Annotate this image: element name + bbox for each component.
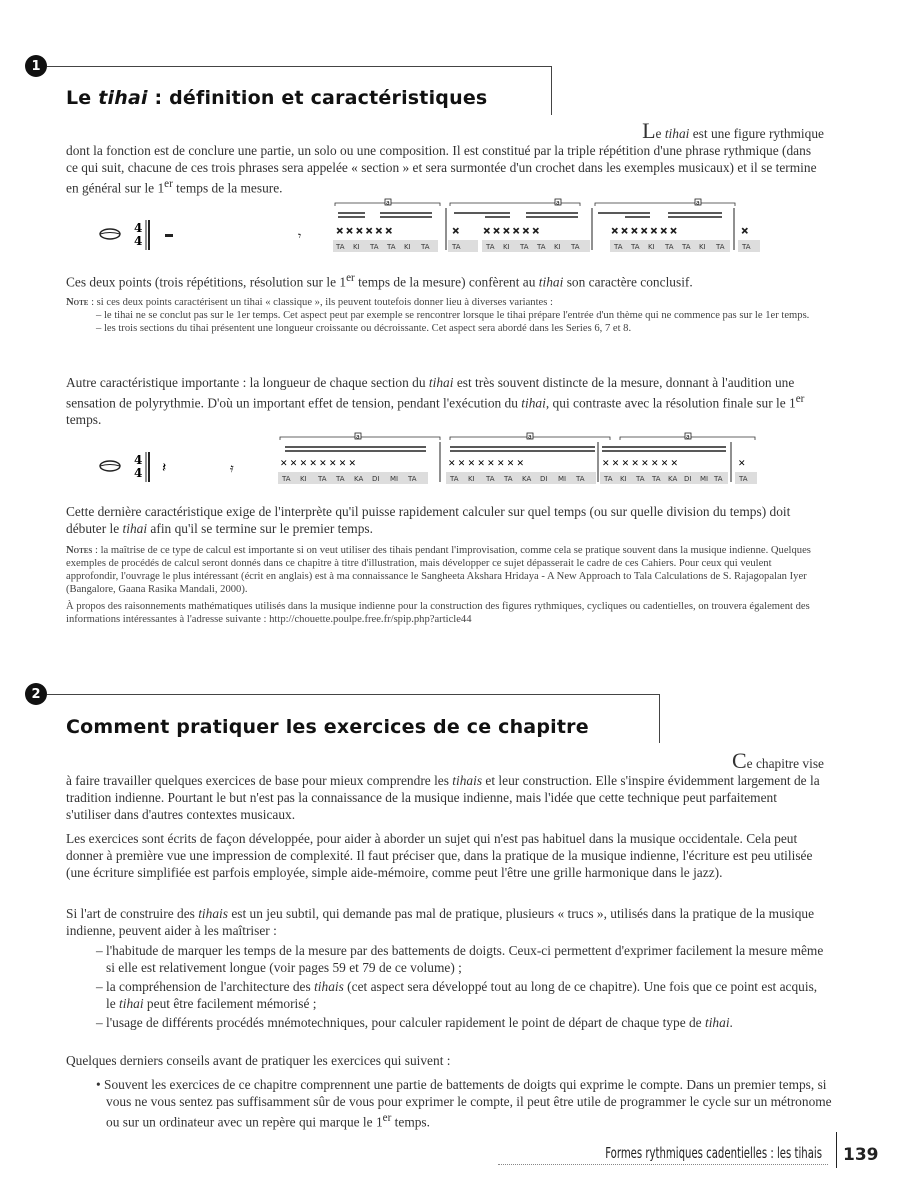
svg-text:TA: TA [576,475,585,483]
svg-text:MI: MI [700,475,709,483]
svg-text:✕: ✕ [452,226,460,236]
tips-list [96,942,824,1031]
svg-text:KI: KI [404,243,411,251]
svg-text:TA: TA [636,475,645,483]
svg-text:TA: TA [537,243,546,251]
svg-text:KA: KA [668,475,678,483]
svg-text:TA: TA [282,475,291,483]
svg-text:TA: TA [336,243,345,251]
svg-text:TA: TA [665,243,674,251]
running-title: Formes rythmiques cadentielles : les tihais [605,1144,822,1162]
svg-text:KA: KA [522,475,532,483]
svg-text:TA: TA [652,475,661,483]
footer-divider [836,1132,837,1168]
note-block: Note : si ces deux points caractérisent un tihai « classique », ils peuvent toutefois donner lieu à diverses variantes : – le tihai ne se conclut pas sur le 1er temps. Cet aspect peut par exemple se rencontrer lorsque le tihai prépare l'entrée d'un thème qui ne commence pas sur le 1er temps. – les trois sections du tihai présentent une longueur croissante ou décroissante. Cet aspect sera abordé dans les Series 6, 7 et 8. [66,297,810,334]
svg-text:KI: KI [468,475,475,483]
svg-text:KA: KA [354,475,364,483]
svg-text:TA: TA [504,475,513,483]
time-signature-top: 4 [134,221,143,235]
svg-text:TA: TA [486,243,495,251]
eighth-rest: 𝄾 [298,229,302,243]
rhythm-example-1 [90,196,780,260]
svg-text:TA: TA [631,243,640,251]
svg-text:✕: ✕ [738,458,746,468]
section-2-title: Comment pratiquer les exercices de ce chapitre [66,716,589,738]
page-number: 139 [843,1145,879,1165]
svg-text:✕ ✕ ✕ ✕ ✕ ✕ ✕ ✕: ✕ ✕ ✕ ✕ ✕ ✕ ✕ ✕ [280,458,357,468]
svg-text:✕ ✕ ✕ ✕ ✕ ✕ ✕ ✕: ✕ ✕ ✕ ✕ ✕ ✕ ✕ ✕ [448,458,525,468]
notes-block: Notes : la maîtrise de ce type de calcul est importante si on veut utiliser des tihais pendant l'improvisation, comme cela se pratique souvent dans la musique indienne. Quelques exemples de procédés de calcul seront donnés dans ce chapitre à titre d'illustration, mais développer ce sujet dépasserait le cadre de ces Cahiers. Pour ceux qui veulent approfondir, l'ouvrage le plus intéressant (écrit en anglais) est à ma connaissance le Sangheeta Akshara Hridaya - A New Approach to Tala Calculations de S. Rajagopalan Iyer (Bangalore, Gaana Rasika Mandali, 2000). À propos des raisonnements mathématiques utilisés dans la musique indienne pour la construction des figures rythmiques, cycliques ou cadentielles, on trouvera également des informations intéressantes à l'adresse suivante : http://chouette.poulpe.free.fr/spip.php?article44 [66,545,811,625]
svg-text:a: a [686,433,690,441]
svg-text:a: a [556,199,560,207]
svg-text:TA: TA [614,243,623,251]
section-2-p4: Quelques derniers conseils avant de pratiquer les exercices qui suivent : [66,1053,451,1068]
svg-text:TA: TA [716,243,725,251]
section-2-p1: à faire travailler quelques exercices de base pour mieux comprendre les tihais et leur construction. Elle s'inspire évidemment largement de la tradition indienne. Pourtant le but n'est pas la connaissance de la musique indienne, mais l'idée que cette technique peut parfaitement s'utiliser dans d'autres contextes musicaux. [66,773,820,822]
svg-text:KI: KI [699,243,706,251]
section-2-intro-first: Ce chapitre vise [731,748,824,773]
paragraph-4: Cette dernière caractéristique exige de l'interprète qu'il puisse rapidement calculer sur quel temps (ou sur quelle division du temps) doit débuter le tihai afin qu'il se termine sur le premier temps. [66,504,791,536]
svg-text:4: 4 [134,466,143,480]
svg-text:TA: TA [520,243,529,251]
lips-icon [100,461,120,471]
svg-text:TA: TA [387,243,396,251]
section-number-2: 2 [25,683,47,705]
rhythm-example-2 [90,428,780,492]
intro-paragraph: dont la fonction est de conclure une partie, un solo ou une composition. Il est constitué par la triple répétition d'une phrase rythmique (dans ce qui suit, chacune de ces trois phrases sera appelée « section » et sera surmontée d'un crochet dans les exemples musicaux) et il se termine en général sur le 1er temps de la mesure. [66,143,817,196]
svg-text:a: a [528,433,532,441]
svg-text:TA: TA [682,243,691,251]
svg-text:TA: TA [486,475,495,483]
time-signature-bottom: 4 [134,234,143,248]
svg-text:✕: ✕ [741,226,749,236]
sixteenth-rest: 𝄿 [230,461,234,475]
svg-text:✕ ✕ ✕ ✕ ✕ ✕: ✕ ✕ ✕ ✕ ✕ ✕ [336,226,393,236]
svg-text:DI: DI [684,475,692,483]
svg-text:KI: KI [554,243,561,251]
svg-text:DI: DI [372,475,380,483]
svg-text:KI: KI [620,475,627,483]
svg-text:TA: TA [421,243,430,251]
svg-text:a: a [356,433,360,441]
svg-text:✕ ✕ ✕ ✕ ✕ ✕: ✕ ✕ ✕ ✕ ✕ ✕ [483,226,540,236]
svg-text:TA: TA [714,475,723,483]
svg-text:TA: TA [336,475,345,483]
svg-text:TA: TA [604,475,613,483]
svg-text:TA: TA [408,475,417,483]
svg-text:✕ ✕ ✕ ✕ ✕ ✕ ✕ ✕: ✕ ✕ ✕ ✕ ✕ ✕ ✕ ✕ [602,458,679,468]
section-1-title: Le tihai : définition et caractéristiques [66,87,488,109]
paragraph-3: Autre caractéristique importante : la longueur de chaque section du tihai est très souvent distincte de la mesure, donnant à l'audition une sensation de polyrythmie. D'où un important effet de tension, pendant l'exécution du tihai, qui contraste avec la résolution finale sur le 1er temps. [66,375,805,428]
bullet-item: • Souvent les exercices de ce chapitre comprennent une partie de battements de doigts qui exprime le compte. Dans un premier temps, si vous ne vous sentez pas suffisamment sûr de vous pour exprimer le compte, il peut être utile de programmer le cycle sur un métronome ou sur un ordinateur avec un repère qui marque le 1er temps. [96,1077,832,1130]
section-number-1: 1 [25,55,47,77]
section-2-p3: Si l'art de construire des tihais est un jeu subtil, qui demande pas mal de pratique, plusieurs « trucs », utilisés dans la pratique de la musique indienne, peuvent aider à les maîtriser : [66,906,815,938]
svg-text:TA: TA [452,243,461,251]
svg-text:KI: KI [648,243,655,251]
svg-text:TA: TA [742,243,751,251]
rest [165,234,173,237]
svg-text:TA: TA [571,243,580,251]
svg-text:TA: TA [370,243,379,251]
footer-rule [498,1164,828,1165]
svg-text:DI: DI [540,475,548,483]
svg-text:MI: MI [390,475,399,483]
section-2-p2: Les exercices sont écrits de façon développée, pour aider à aborder un sujet qui n'est pas habituel dans la musique occidentale. Cela peut donner à première vue une impression de complexité. Il faut préciser que, dans la pratique de la musique indienne, l'écriture est peu utilisée (une écriture simplifiée est parfois employée, simple aide-mémoire, comme peut l'être une grille harmonique dans le jazz). [66,831,813,880]
list-item: – l'habitude de marquer les temps de la mesure par des battements de doigts. Ceux-ci permettent d'exprimer facilement la mesure même si elle est relativement longue (voir pages 59 et 79 de ce volume) ; [96,943,824,975]
list-item: – l'usage de différents procédés mnémotechniques, pour calculer rapidement le point de départ de chaque type de tihai. [96,1015,733,1030]
svg-text:TA: TA [450,475,459,483]
svg-text:KI: KI [300,475,307,483]
svg-text:a: a [386,199,390,207]
svg-text:TA: TA [318,475,327,483]
svg-text:✕ ✕ ✕ ✕ ✕ ✕ ✕: ✕ ✕ ✕ ✕ ✕ ✕ ✕ [611,226,678,236]
paragraph-2: Ces deux points (trois répétitions, résolution sur le 1er temps de la mesure) confèrent au tihai son caractère conclusif. [66,272,693,290]
list-item: – la compréhension de l'architecture des tihais (cet aspect sera développé tout au long de ce chapitre). Une fois que ce point est acquis, le tihai peut être facilement mémorisé ; [96,979,818,1011]
svg-text:4: 4 [134,453,143,467]
svg-text:KI: KI [503,243,510,251]
svg-text:TA: TA [739,475,748,483]
svg-text:MI: MI [558,475,567,483]
svg-text:KI: KI [353,243,360,251]
svg-text:a: a [696,199,700,207]
lips-icon [100,229,120,239]
quarter-rest: 𝄽 [162,461,167,476]
intro-first-line: Le tihai est une figure rythmique [642,118,824,143]
